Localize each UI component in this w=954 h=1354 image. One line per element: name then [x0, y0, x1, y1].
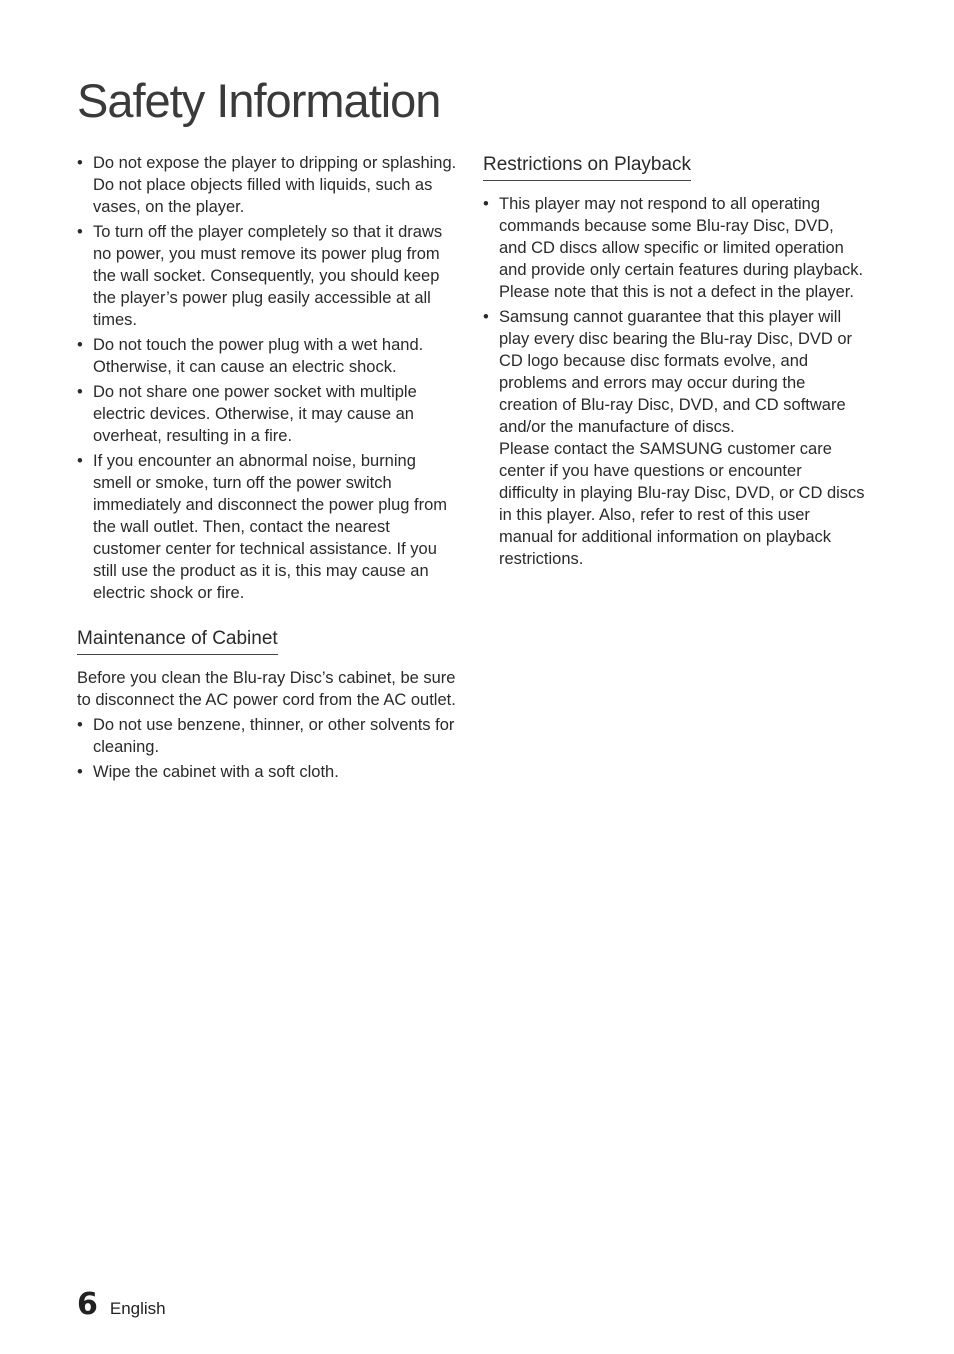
maintenance-bullet-list	[77, 714, 457, 783]
bullet-icon: •	[77, 716, 83, 734]
list-item	[77, 221, 457, 331]
bullet-icon: •	[77, 763, 83, 781]
list-item-text: Do not use benzene, thinner, or other solvents for cleaning.	[93, 716, 455, 756]
page-title: Safety Information	[77, 74, 441, 127]
maintenance-section	[77, 626, 457, 783]
section-heading-maintenance: Maintenance of Cabinet	[77, 626, 278, 655]
list-item-text: Do not expose the player to dripping or splashing. Do not place objects filled with liquids, such as vases, on the player.	[93, 154, 457, 216]
bullet-icon: •	[483, 195, 489, 213]
list-item	[77, 334, 457, 378]
list-item	[77, 714, 457, 758]
section-heading-restrictions: Restrictions on Playback	[483, 152, 691, 181]
list-item-text: Wipe the cabinet with a soft cloth.	[93, 763, 339, 781]
list-item	[77, 381, 457, 447]
page-language: English	[109, 1299, 166, 1318]
list-item	[483, 193, 865, 303]
maintenance-intro: Before you clean the Blu-ray Disc’s cabinet, be sure to disconnect the AC power cord from the AC outlet.	[77, 669, 456, 709]
list-item-note: Please note that this is not a defect in the player.	[499, 283, 854, 301]
page-number: 6	[77, 1287, 98, 1322]
safety-bullet-list	[77, 152, 457, 604]
list-item-text: If you encounter an abnormal noise, burning smell or smoke, turn off the power switch immediately and disconnect the power plug from the wall outlet. Then, contact the nearest customer center for technical assistance. If you still use the product as it is, this may cause an electric shock or fire.	[93, 452, 448, 602]
bullet-icon: •	[483, 308, 489, 326]
list-item	[483, 306, 865, 570]
bullet-icon: •	[77, 154, 83, 172]
list-item-text: To turn off the player completely so that it draws no power, you must remove its power plug from the wall socket. Consequently, you should keep the player’s power plug easily accessible at all times.	[93, 223, 443, 329]
list-item	[77, 761, 457, 783]
list-item-text: Do not share one power socket with multiple electric devices. Otherwise, it may cause an overheat, resulting in a fire.	[93, 383, 417, 445]
list-item-text: Do not touch the power plug with a wet hand. Otherwise, it can cause an electric shock.	[93, 336, 424, 376]
page-footer	[77, 1287, 166, 1323]
bullet-icon: •	[77, 336, 83, 354]
bullet-icon: •	[77, 452, 83, 470]
bullet-icon: •	[77, 223, 83, 241]
list-item-text: Samsung cannot guarantee that this player will play every disc bearing the Blu-ray Disc, DVD or CD logo because disc formats evolve, and problems and errors may occur during the creation of Blu-ray Disc, DVD, and CD software and/or the manufacture of discs.	[499, 308, 853, 436]
list-item	[77, 450, 457, 604]
bullet-icon: •	[77, 383, 83, 401]
right-column	[483, 152, 865, 573]
list-item-note: Please contact the SAMSUNG customer care center if you have questions or encounter difficulty in playing Blu-ray Disc, DVD, or CD discs in this player. Also, refer to rest of this user manual for additional information on playback restrictions.	[499, 440, 865, 568]
restrictions-bullet-list	[483, 193, 865, 570]
list-item-text: This player may not respond to all operating commands because some Blu-ray Disc, DVD, and CD discs allow specific or limited operation and provide only certain features during playback.	[499, 195, 864, 279]
left-column	[77, 152, 457, 786]
list-item	[77, 152, 457, 218]
